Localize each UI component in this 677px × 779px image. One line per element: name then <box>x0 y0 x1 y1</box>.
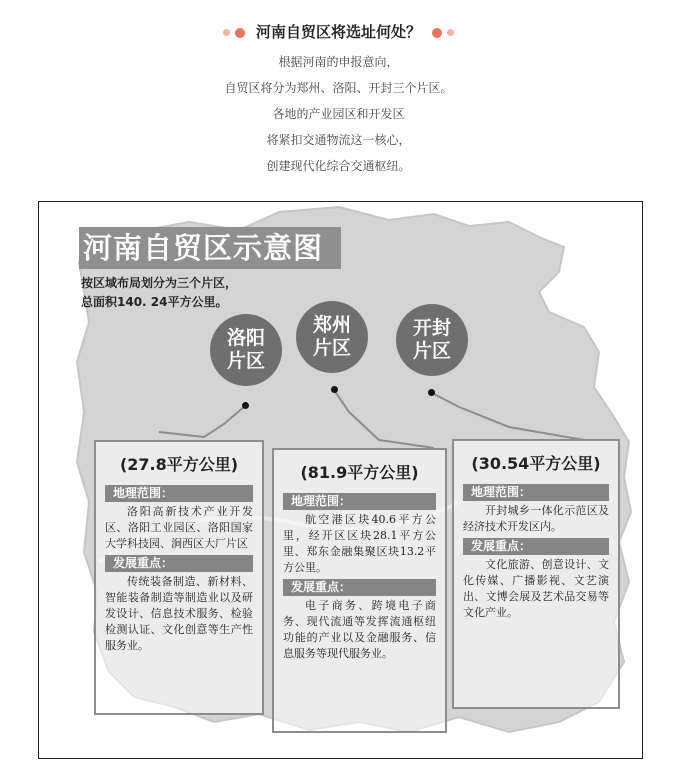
intro-line: 根据河南的申报意向， <box>278 55 399 69</box>
focus-label: 发展重点： <box>105 555 253 572</box>
zone-card-luoyang <box>94 440 264 715</box>
intro-line: 将紧扣交通物流这一核心， <box>266 133 411 147</box>
heading-text: 河南自贸区将选址何处？ <box>255 23 421 41</box>
scope-text: 开封城乡一体化示范区及经济技术开发区内。 <box>463 504 609 533</box>
scope-label: 地理范围： <box>105 485 253 502</box>
intro-line: 各地的产业园区和开发区 <box>272 107 405 121</box>
zone-area: (27.8平方公里) <box>119 455 239 474</box>
map-subtitle <box>81 274 237 312</box>
focus-text: 电子商务、跨境电子商务、现代流通等发挥流通枢纽功能的产业以及金融服务、信息服务等现代服务业。 <box>283 599 436 660</box>
zone-name: 郑州 <box>312 314 351 336</box>
intro-paragraph <box>0 49 677 179</box>
zone-bubble-zhengzhou <box>296 301 368 373</box>
map-subtitle-line: 总面积140. 24平方公里。 <box>81 295 228 309</box>
focus-label: 发展重点： <box>283 579 436 596</box>
map-title: 河南自贸区示意图 <box>79 227 341 269</box>
zone-name: 片区 <box>226 350 265 372</box>
zone-name: 片区 <box>312 337 351 359</box>
focus-label: 发展重点： <box>463 538 609 555</box>
map-figure <box>38 201 643 759</box>
zone-bubble-luoyang <box>210 314 282 386</box>
zone-name: 开封 <box>412 317 451 339</box>
zone-name: 洛阳 <box>226 327 265 349</box>
intro-line: 自贸区将分为郑州、洛阳、开封三个片区。 <box>224 81 453 95</box>
decor-dot-icon <box>447 29 454 36</box>
location-pin-icon <box>428 389 435 396</box>
zone-bubble-kaifeng <box>396 304 468 376</box>
zone-name: 片区 <box>412 340 451 362</box>
map-subtitle-line: 按区域布局划分为三个片区， <box>81 276 238 290</box>
scope-label: 地理范围： <box>463 484 609 501</box>
decor-dot-icon <box>235 28 245 38</box>
zone-area: (81.9平方公里) <box>300 463 419 482</box>
zone-area: (30.54平方公里) <box>471 454 601 473</box>
decor-dot-icon <box>432 28 442 38</box>
scope-text: 洛阳高新技术产业开发区、洛阳工业园区、洛阳国家大学科技园、涧西区大厂片区 <box>105 505 253 550</box>
focus-text: 传统装备制造、新材料、智能装备制造等制造业以及研发设计、信息技术服务、检验检测认证、文化创意等生产性服务业。 <box>105 575 253 652</box>
zone-card-zhengzhou <box>272 448 447 733</box>
zone-card-kaifeng <box>452 439 620 709</box>
location-pin-icon <box>331 386 338 393</box>
decor-dot-icon <box>223 29 230 36</box>
intro-line: 创建现代化综合交通枢纽。 <box>266 159 411 173</box>
focus-text: 文化旅游、创意设计、文化传媒、广播影视、文艺演出、文博会展及艺术品交易等文化产业。 <box>463 558 609 619</box>
location-pin-icon <box>242 402 249 409</box>
scope-text: 航空港区块40.6平方公里，经开区区块28.1平方公里、郑东金融集聚区块13.2平方公里。 <box>283 513 436 574</box>
scope-label: 地理范围： <box>283 493 436 510</box>
article-heading <box>0 20 677 44</box>
